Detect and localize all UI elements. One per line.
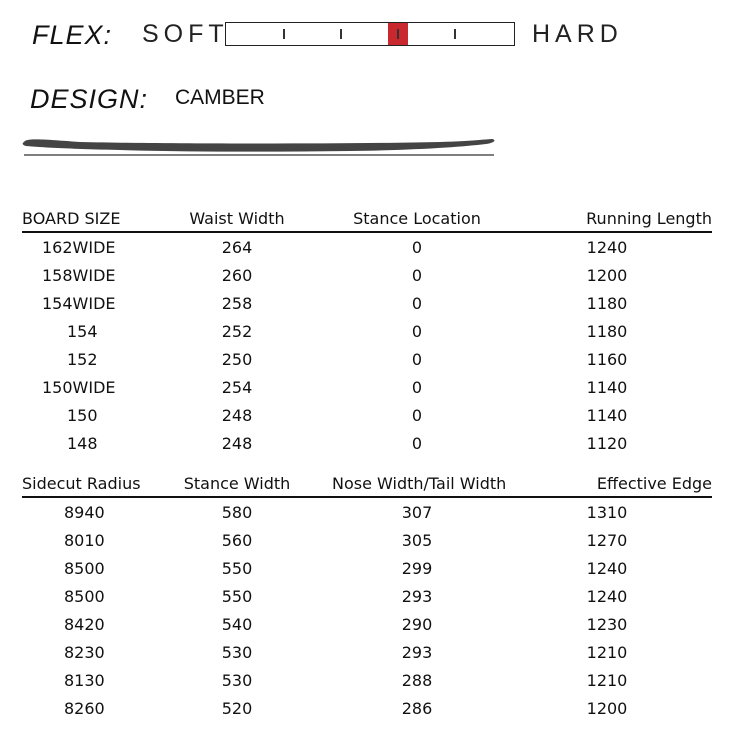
- table-row: [22, 345, 712, 373]
- cell-running-length: 1160: [586, 349, 628, 369]
- table-row: [22, 261, 712, 289]
- table-row: [22, 526, 712, 554]
- cell-effective-edge: 1210: [586, 670, 628, 690]
- header-board-size: BOARD SIZE: [22, 198, 142, 232]
- flex-scale-tick: [454, 29, 456, 39]
- cell-nose-tail-width: 293: [401, 586, 433, 606]
- sidecut-spec-table: [22, 463, 712, 722]
- cell-stance-location: 0: [411, 265, 423, 285]
- cell-waist-width: 248: [221, 433, 253, 453]
- table-row: [22, 582, 712, 610]
- cell-stance-location: 0: [411, 321, 423, 341]
- cell-stance-width: 540: [221, 614, 253, 634]
- cell-sidecut-radius: 8010: [64, 530, 105, 550]
- header-stance-location: Stance Location: [332, 198, 502, 232]
- cell-stance-location: 0: [411, 293, 423, 313]
- header-sidecut-radius: Sidecut Radius: [22, 463, 142, 497]
- cell-nose-tail-width: 288: [401, 670, 433, 690]
- flex-scale-bar: [225, 22, 515, 46]
- table-row: [22, 610, 712, 638]
- cell-board-size: 150WIDE: [42, 377, 116, 397]
- cell-stance-width: 530: [221, 642, 253, 662]
- cell-sidecut-radius: 8420: [64, 614, 105, 634]
- cell-running-length: 1200: [586, 265, 628, 285]
- cell-sidecut-radius: 8500: [64, 558, 105, 578]
- cell-stance-location: 0: [411, 237, 423, 257]
- cell-board-size: 158WIDE: [42, 265, 116, 285]
- cell-running-length: 1240: [586, 237, 628, 257]
- table-row: [22, 429, 712, 457]
- cell-waist-width: 258: [221, 293, 253, 313]
- cell-nose-tail-width: 290: [401, 614, 433, 634]
- cell-sidecut-radius: 8940: [64, 502, 105, 522]
- cell-stance-location: 0: [411, 433, 423, 453]
- cell-effective-edge: 1200: [586, 698, 628, 718]
- cell-stance-width: 580: [221, 502, 253, 522]
- table-row: [22, 401, 712, 429]
- cell-effective-edge: 1210: [586, 642, 628, 662]
- table-row: [22, 497, 712, 526]
- cell-waist-width: 248: [221, 405, 253, 425]
- cell-nose-tail-width: 293: [401, 642, 433, 662]
- cell-board-size: 148: [67, 433, 98, 453]
- cell-nose-tail-width: 307: [401, 502, 433, 522]
- camber-profile-graphic: [20, 128, 500, 160]
- cell-sidecut-radius: 8230: [64, 642, 105, 662]
- cell-board-size: 154: [67, 321, 98, 341]
- cell-nose-tail-width: 305: [401, 530, 433, 550]
- cell-running-length: 1180: [586, 293, 628, 313]
- table-row: [22, 373, 712, 401]
- cell-sidecut-radius: 8500: [64, 586, 105, 606]
- header-effective-edge: Effective Edge: [502, 463, 712, 497]
- cell-effective-edge: 1240: [586, 586, 628, 606]
- table-row: [22, 638, 712, 666]
- cell-stance-width: 520: [221, 698, 253, 718]
- cell-waist-width: 250: [221, 349, 253, 369]
- cell-board-size: 162WIDE: [42, 237, 116, 257]
- board-size-spec-table: [22, 198, 712, 457]
- cell-waist-width: 254: [221, 377, 253, 397]
- flex-scale-tick: [283, 29, 285, 39]
- cell-nose-tail-width: 299: [401, 558, 433, 578]
- cell-running-length: 1180: [586, 321, 628, 341]
- cell-stance-location: 0: [411, 349, 423, 369]
- table-row: [22, 289, 712, 317]
- cell-stance-width: 550: [221, 586, 253, 606]
- cell-waist-width: 260: [221, 265, 253, 285]
- header-stance-width: Stance Width: [142, 463, 332, 497]
- cell-effective-edge: 1230: [586, 614, 628, 634]
- table-row: [22, 317, 712, 345]
- cell-waist-width: 252: [221, 321, 253, 341]
- cell-board-size: 150: [67, 405, 98, 425]
- header-running-length: Running Length: [502, 198, 712, 232]
- table-row: [22, 694, 712, 722]
- cell-board-size: 152: [67, 349, 98, 369]
- cell-stance-width: 530: [221, 670, 253, 690]
- flex-scale-tick: [340, 29, 342, 39]
- flex-label: FLEX:: [32, 20, 113, 50]
- header-nose-tail-width: Nose Width/Tail Width: [332, 463, 502, 497]
- cell-stance-location: 0: [411, 405, 423, 425]
- cell-effective-edge: 1240: [586, 558, 628, 578]
- cell-running-length: 1120: [586, 433, 628, 453]
- design-label: DESIGN:: [30, 84, 149, 114]
- flex-scale-tick: [397, 29, 399, 39]
- table-row: [22, 554, 712, 582]
- table-row: [22, 666, 712, 694]
- cell-effective-edge: 1270: [586, 530, 628, 550]
- header-waist-width: Waist Width: [142, 198, 332, 232]
- cell-nose-tail-width: 286: [401, 698, 433, 718]
- cell-stance-width: 560: [221, 530, 253, 550]
- cell-running-length: 1140: [586, 377, 628, 397]
- cell-waist-width: 264: [221, 237, 253, 257]
- cell-board-size: 154WIDE: [42, 293, 116, 313]
- flex-soft-label: SOFT: [142, 20, 229, 48]
- cell-sidecut-radius: 8260: [64, 698, 105, 718]
- cell-stance-width: 550: [221, 558, 253, 578]
- cell-running-length: 1140: [586, 405, 628, 425]
- table-row: [22, 232, 712, 261]
- design-value: CAMBER: [175, 86, 265, 109]
- flex-hard-label: HARD: [532, 20, 623, 48]
- cell-sidecut-radius: 8130: [64, 670, 105, 690]
- cell-effective-edge: 1310: [586, 502, 628, 522]
- cell-stance-location: 0: [411, 377, 423, 397]
